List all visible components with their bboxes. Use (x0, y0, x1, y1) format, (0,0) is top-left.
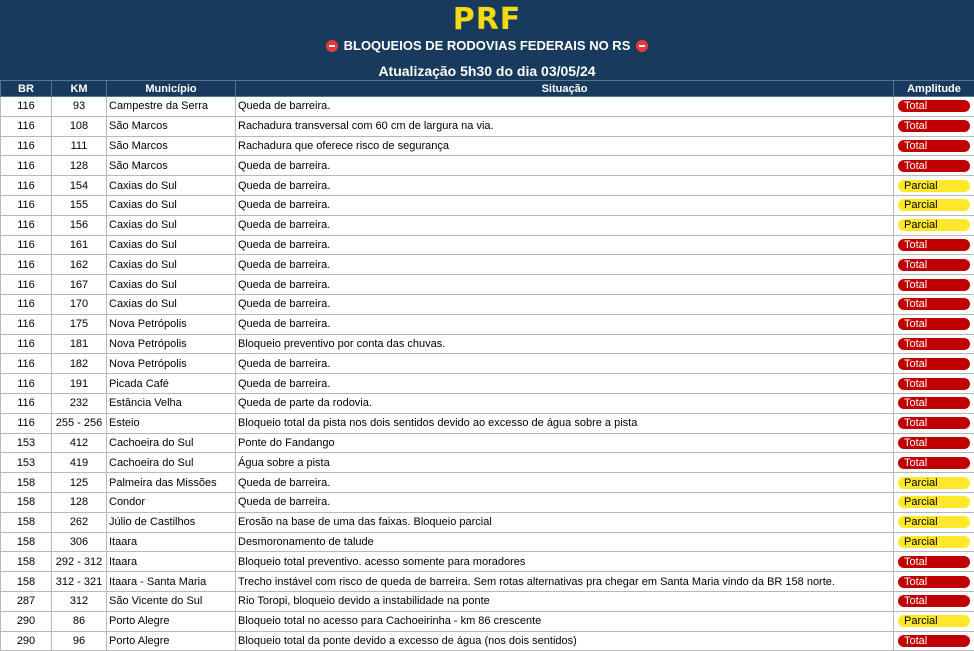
cell-km: 419 (52, 453, 107, 473)
cell-km: 86 (52, 611, 107, 631)
cell-br: 116 (1, 334, 52, 354)
amplitude-badge: Total (898, 378, 970, 390)
table-row (1, 116, 974, 136)
cell-br: 158 (1, 473, 52, 493)
cell-situacao: Rachadura transversal com 60 cm de largura na via. (236, 116, 894, 136)
cell-km: 182 (52, 354, 107, 374)
cell-km: 154 (52, 176, 107, 196)
cell-br: 116 (1, 255, 52, 275)
table-row (1, 97, 974, 117)
cell-amplitude (894, 631, 974, 651)
cell-br: 116 (1, 393, 52, 413)
cell-municipio: Itaara (107, 532, 236, 552)
cell-amplitude (894, 215, 974, 235)
cell-br: 158 (1, 492, 52, 512)
amplitude-badge: Total (898, 595, 970, 607)
cell-br: 116 (1, 156, 52, 176)
cell-municipio: Esteio (107, 413, 236, 433)
amplitude-badge: Total (898, 100, 970, 112)
amplitude-badge: Total (898, 457, 970, 469)
cell-br: 158 (1, 532, 52, 552)
cell-situacao: Queda de barreira. (236, 294, 894, 314)
cell-br: 153 (1, 433, 52, 453)
cell-municipio: Campestre da Serra (107, 97, 236, 117)
table-row (1, 176, 974, 196)
cell-situacao: Bloqueio preventivo por conta das chuvas. (236, 334, 894, 354)
table-row (1, 334, 974, 354)
cell-amplitude (894, 374, 974, 394)
table-row (1, 512, 974, 532)
cell-br: 116 (1, 136, 52, 156)
table-header-row (1, 81, 974, 97)
cell-situacao: Queda de barreira. (236, 354, 894, 374)
cell-amplitude (894, 413, 974, 433)
cell-amplitude (894, 473, 974, 493)
cell-situacao: Queda de barreira. (236, 275, 894, 295)
amplitude-badge: Total (898, 298, 970, 310)
table-row (1, 354, 974, 374)
table-row (1, 255, 974, 275)
amplitude-badge: Parcial (898, 516, 970, 528)
cell-km: 128 (52, 156, 107, 176)
cell-amplitude (894, 136, 974, 156)
update-timestamp: Atualização 5h30 do dia 03/05/24 (0, 63, 974, 79)
cell-amplitude (894, 116, 974, 136)
cell-km: 312 - 321 (52, 572, 107, 592)
amplitude-badge: Parcial (898, 219, 970, 231)
cell-situacao: Queda de barreira. (236, 195, 894, 215)
table-row (1, 413, 974, 433)
table-row (1, 195, 974, 215)
cell-municipio: Caxias do Sul (107, 294, 236, 314)
cell-situacao: Queda de barreira. (236, 176, 894, 196)
table-row (1, 136, 974, 156)
cell-situacao: Queda de barreira. (236, 473, 894, 493)
table-row (1, 572, 974, 592)
table-row (1, 294, 974, 314)
cell-amplitude (894, 591, 974, 611)
cell-situacao: Queda de barreira. (236, 235, 894, 255)
cell-br: 290 (1, 631, 52, 651)
cell-km: 191 (52, 374, 107, 394)
cell-br: 153 (1, 453, 52, 473)
cell-km: 175 (52, 314, 107, 334)
cell-situacao: Bloqueio total preventivo. acesso somente para moradores (236, 552, 894, 572)
cell-municipio: Porto Alegre (107, 611, 236, 631)
cell-situacao: Trecho instável com risco de queda de barreira. Sem rotas alternativas pra chegar em Santa Maria vindo da BR 158 norte. (236, 572, 894, 592)
amplitude-badge: Parcial (898, 199, 970, 211)
cell-municipio: Caxias do Sul (107, 195, 236, 215)
cell-amplitude (894, 611, 974, 631)
cell-km: 96 (52, 631, 107, 651)
cell-municipio: Estância Velha (107, 393, 236, 413)
cell-amplitude (894, 97, 974, 117)
cell-amplitude (894, 314, 974, 334)
table-row (1, 611, 974, 631)
cell-km: 412 (52, 433, 107, 453)
cell-situacao: Rio Toropi, bloqueio devido a instabilidade na ponte (236, 591, 894, 611)
amplitude-badge: Parcial (898, 615, 970, 627)
cell-amplitude (894, 453, 974, 473)
cell-situacao: Queda de barreira. (236, 97, 894, 117)
cell-municipio: Porto Alegre (107, 631, 236, 651)
cell-amplitude (894, 275, 974, 295)
table-row (1, 393, 974, 413)
amplitude-badge: Total (898, 556, 970, 568)
cell-br: 116 (1, 294, 52, 314)
cell-amplitude (894, 512, 974, 532)
cell-br: 116 (1, 116, 52, 136)
column-header-situacao: Situação (236, 81, 894, 97)
amplitude-badge: Total (898, 417, 970, 429)
amplitude-badge: Total (898, 279, 970, 291)
cell-situacao: Ponte do Fandango (236, 433, 894, 453)
cell-km: 161 (52, 235, 107, 255)
page-title-text: BLOQUEIOS DE RODOVIAS FEDERAIS NO RS (344, 38, 631, 53)
cell-municipio: Picada Café (107, 374, 236, 394)
column-header-amplitude: Amplitude (894, 81, 974, 97)
amplitude-badge: Total (898, 397, 970, 409)
amplitude-badge: Total (898, 120, 970, 132)
cell-municipio: Nova Petrópolis (107, 314, 236, 334)
amplitude-badge: Total (898, 437, 970, 449)
cell-km: 306 (52, 532, 107, 552)
cell-km: 156 (52, 215, 107, 235)
cell-km: 255 - 256 (52, 413, 107, 433)
blockades-table (0, 80, 974, 651)
cell-br: 116 (1, 374, 52, 394)
cell-br: 116 (1, 314, 52, 334)
table-row (1, 215, 974, 235)
cell-municipio: Itaara - Santa Maria (107, 572, 236, 592)
cell-situacao: Bloqueio total no acesso para Cachoeirinha - km 86 crescente (236, 611, 894, 631)
cell-km: 170 (52, 294, 107, 314)
cell-municipio: Palmeira das Missões (107, 473, 236, 493)
amplitude-badge: Total (898, 338, 970, 350)
cell-km: 232 (52, 393, 107, 413)
table-row (1, 314, 974, 334)
cell-br: 290 (1, 611, 52, 631)
cell-amplitude (894, 334, 974, 354)
cell-br: 158 (1, 552, 52, 572)
cell-km: 155 (52, 195, 107, 215)
table-body (1, 97, 974, 651)
cell-municipio: Itaara (107, 552, 236, 572)
cell-amplitude (894, 195, 974, 215)
cell-br: 116 (1, 195, 52, 215)
cell-km: 167 (52, 275, 107, 295)
cell-br: 116 (1, 275, 52, 295)
cell-municipio: Cachoeira do Sul (107, 433, 236, 453)
cell-br: 116 (1, 354, 52, 374)
table-row (1, 156, 974, 176)
amplitude-badge: Parcial (898, 180, 970, 192)
cell-situacao: Queda de barreira. (236, 255, 894, 275)
amplitude-badge: Total (898, 239, 970, 251)
cell-municipio: Caxias do Sul (107, 176, 236, 196)
cell-amplitude (894, 393, 974, 413)
amplitude-badge: Total (898, 160, 970, 172)
stop-sign-icon (636, 40, 648, 52)
cell-situacao: Erosão na base de uma das faixas. Bloqueio parcial (236, 512, 894, 532)
cell-km: 181 (52, 334, 107, 354)
table-row (1, 591, 974, 611)
cell-br: 116 (1, 176, 52, 196)
cell-br: 158 (1, 512, 52, 532)
cell-situacao: Queda de barreira. (236, 374, 894, 394)
cell-situacao: Bloqueio total da pista nos dois sentidos devido ao excesso de água sobre a pista (236, 413, 894, 433)
amplitude-badge: Parcial (898, 477, 970, 489)
table-row (1, 631, 974, 651)
cell-municipio: São Marcos (107, 156, 236, 176)
cell-amplitude (894, 156, 974, 176)
cell-situacao: Bloqueio total da ponte devido a excesso de água (nos dois sentidos) (236, 631, 894, 651)
column-header-km: KM (52, 81, 107, 97)
cell-situacao: Água sobre a pista (236, 453, 894, 473)
table-row (1, 532, 974, 552)
cell-municipio: São Marcos (107, 116, 236, 136)
cell-municipio: Nova Petrópolis (107, 334, 236, 354)
cell-br: 287 (1, 591, 52, 611)
cell-municipio: Caxias do Sul (107, 235, 236, 255)
cell-municipio: Nova Petrópolis (107, 354, 236, 374)
page-title (0, 38, 974, 54)
cell-situacao: Rachadura que oferece risco de segurança (236, 136, 894, 156)
amplitude-badge: Parcial (898, 496, 970, 508)
amplitude-badge: Parcial (898, 536, 970, 548)
cell-amplitude (894, 492, 974, 512)
cell-amplitude (894, 572, 974, 592)
cell-br: 116 (1, 235, 52, 255)
cell-situacao: Queda de barreira. (236, 215, 894, 235)
cell-situacao: Queda de barreira. (236, 156, 894, 176)
page-header (0, 0, 974, 80)
amplitude-badge: Total (898, 358, 970, 370)
cell-km: 111 (52, 136, 107, 156)
cell-amplitude (894, 176, 974, 196)
cell-municipio: Júlio de Castilhos (107, 512, 236, 532)
cell-amplitude (894, 532, 974, 552)
cell-municipio: Cachoeira do Sul (107, 453, 236, 473)
amplitude-badge: Total (898, 318, 970, 330)
cell-km: 108 (52, 116, 107, 136)
prf-logo: PRF (0, 2, 974, 38)
table-row (1, 453, 974, 473)
amplitude-badge: Total (898, 635, 970, 647)
cell-br: 116 (1, 97, 52, 117)
table-row (1, 492, 974, 512)
cell-situacao: Queda de barreira. (236, 314, 894, 334)
cell-km: 128 (52, 492, 107, 512)
cell-situacao: Queda de parte da rodovia. (236, 393, 894, 413)
cell-km: 162 (52, 255, 107, 275)
cell-br: 158 (1, 572, 52, 592)
cell-amplitude (894, 255, 974, 275)
cell-br: 116 (1, 413, 52, 433)
amplitude-badge: Total (898, 140, 970, 152)
cell-municipio: São Vicente do Sul (107, 591, 236, 611)
amplitude-badge: Total (898, 259, 970, 271)
column-header-municipio: Município (107, 81, 236, 97)
cell-km: 93 (52, 97, 107, 117)
cell-amplitude (894, 433, 974, 453)
cell-municipio: Condor (107, 492, 236, 512)
cell-municipio: São Marcos (107, 136, 236, 156)
table-row (1, 473, 974, 493)
cell-situacao: Desmoronamento de talude (236, 532, 894, 552)
stop-sign-icon (326, 40, 338, 52)
table-row (1, 552, 974, 572)
cell-amplitude (894, 354, 974, 374)
cell-km: 312 (52, 591, 107, 611)
table-row (1, 374, 974, 394)
cell-km: 125 (52, 473, 107, 493)
cell-amplitude (894, 294, 974, 314)
cell-km: 292 - 312 (52, 552, 107, 572)
cell-municipio: Caxias do Sul (107, 215, 236, 235)
table-row (1, 275, 974, 295)
table-row (1, 235, 974, 255)
cell-amplitude (894, 235, 974, 255)
table-row (1, 433, 974, 453)
column-header-br: BR (1, 81, 52, 97)
cell-municipio: Caxias do Sul (107, 275, 236, 295)
cell-km: 262 (52, 512, 107, 532)
cell-br: 116 (1, 215, 52, 235)
cell-situacao: Queda de barreira. (236, 492, 894, 512)
cell-amplitude (894, 552, 974, 572)
amplitude-badge: Total (898, 576, 970, 588)
cell-municipio: Caxias do Sul (107, 255, 236, 275)
